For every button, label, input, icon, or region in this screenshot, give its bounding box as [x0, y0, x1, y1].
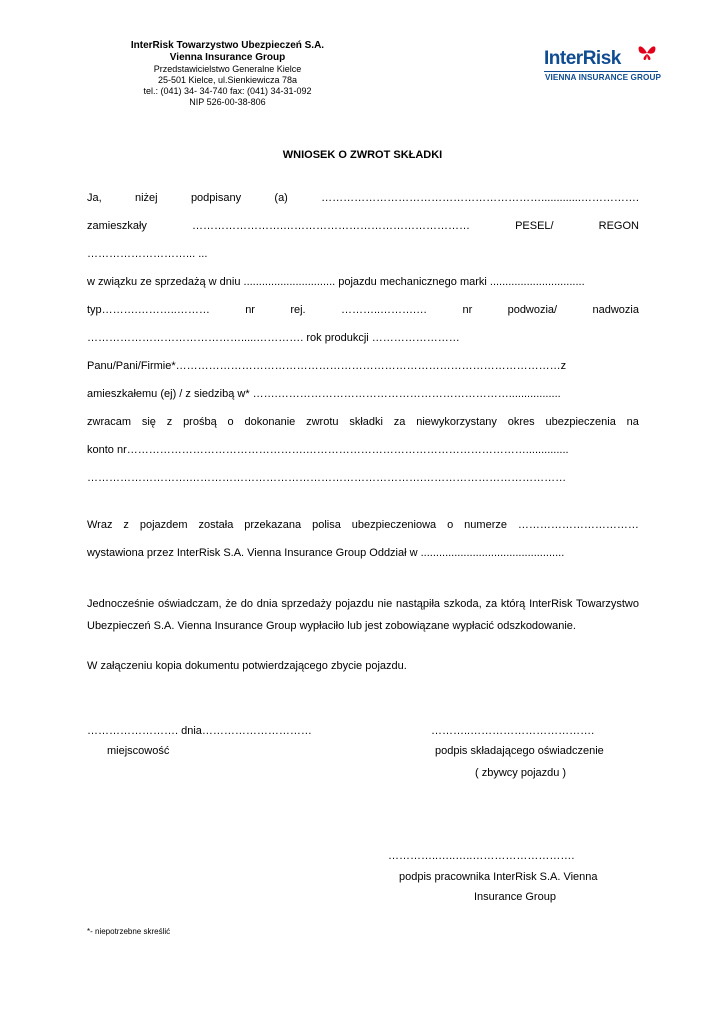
- policy-number-field[interactable]: ……………………………: [517, 519, 639, 531]
- word: o: [227, 416, 234, 428]
- company-group: Vienna Insurance Group: [169, 52, 286, 63]
- word: nr: [245, 304, 255, 316]
- employee-signature-field[interactable]: …………..…..…..……………………….: [388, 850, 575, 862]
- form-line-request: [87, 415, 639, 429]
- logo-inter: Inter: [544, 48, 583, 69]
- word: na: [626, 416, 639, 428]
- word: z: [166, 416, 173, 428]
- word: nr: [462, 304, 473, 316]
- policy-line: [87, 518, 639, 532]
- word: REGON: [598, 220, 639, 232]
- form-line-vehicle: [87, 303, 639, 317]
- word: (a): [274, 192, 288, 204]
- company-nip: NIP 526-00-38-806: [189, 97, 266, 107]
- footnote: *- niepotrzebne skreślić: [87, 927, 171, 936]
- word: Ja,: [87, 192, 102, 204]
- logo-risk: Risk: [582, 48, 621, 69]
- word: okres: [507, 416, 535, 428]
- logo-divider: [544, 71, 658, 72]
- place-label: miejscowość: [107, 745, 170, 757]
- word: składki: [349, 416, 383, 428]
- word: numerze: [464, 519, 507, 531]
- address-field[interactable]: …………………….……………………………………………: [191, 220, 471, 232]
- declarant-label: podpis składającego oświadczenie: [435, 745, 604, 757]
- office-address: 25-501 Kielce, ul.Sienkiewicza 78a: [157, 75, 298, 85]
- employee-label-cont: Insurance Group: [474, 891, 556, 903]
- word: podpisany: [190, 192, 242, 204]
- word: podwozia/: [507, 304, 558, 316]
- word: przekazana: [244, 519, 302, 531]
- word: zamieszkały: [87, 220, 147, 232]
- registration-field[interactable]: ………..……….…: [340, 304, 428, 316]
- account-number-field[interactable]: konto nr………………………………………….……………………………………………………..............: [87, 444, 569, 456]
- form-line-sale[interactable]: w związku ze sprzedażą w dniu .............................. pojazdu mechanicznego marki ...............................: [87, 276, 585, 288]
- word: zwrotu: [306, 416, 339, 428]
- word: się: [141, 416, 156, 428]
- place-date-field[interactable]: ……………………. dnia…………………………: [87, 725, 312, 737]
- declaration-paragraph: Jednocześnie oświadczam, że do dnia sprzedaży pojazdu nie nastąpiła szkoda, za którą InterRisk Towarzystwo Ubezpieczeń S.A. Vienna Insurance Group wypłaciło lub jest zobowiązane wypłacić odszkodowanie.: [87, 598, 639, 632]
- word: o: [447, 519, 454, 531]
- word: dokonanie: [244, 416, 296, 428]
- word: PESEL/: [515, 220, 554, 232]
- word: ubezpieczenia: [545, 416, 616, 428]
- attachment-note: W załączeniu kopia dokumentu potwierdzającego zbycie pojazdu.: [87, 660, 407, 672]
- pesel-field[interactable]: ………………………... ...: [87, 248, 208, 260]
- butterfly-icon: [636, 42, 658, 62]
- word: prośbą: [183, 416, 217, 428]
- page-title: WNIOSEK O ZWROT SKŁADKI: [282, 149, 443, 161]
- word: za: [393, 416, 406, 428]
- word: niżej: [135, 192, 158, 204]
- word: polisa: [312, 519, 341, 531]
- company-name: InterRisk Towarzystwo Ubezpieczeń S.A.: [130, 40, 325, 51]
- word: Wraz: [87, 519, 113, 531]
- employee-label: podpis pracownika InterRisk S.A. Vienna: [399, 871, 598, 883]
- word: z: [123, 519, 129, 531]
- word: została: [198, 519, 234, 531]
- office-name: Przedstawicielstwo Generalne Kielce: [153, 64, 302, 74]
- word: rej.: [290, 304, 306, 316]
- word: nadwozia: [592, 304, 639, 316]
- word: niewykorzystany: [416, 416, 497, 428]
- form-line-chassis-year[interactable]: …………………………………….....…………. rok produkcji ……………………: [87, 332, 460, 344]
- logo-wordmark: [544, 48, 621, 70]
- form-line-recipient[interactable]: Panu/Pani/Firmie*……………………………………………………………………………………………z: [87, 360, 567, 372]
- form-line-name: [87, 191, 639, 205]
- form-line-address: [87, 219, 639, 233]
- declarant-signature-field[interactable]: ………..…………………………….: [431, 725, 595, 737]
- account-number-continuation[interactable]: ……………………….……………………………………………………….…………………………………: [87, 472, 567, 484]
- policy-branch-line[interactable]: wystawiona przez InterRisk S.A. Vienna Insurance Group Oddział w ...............................................: [87, 547, 565, 559]
- interrisk-logo: [544, 42, 662, 86]
- declarant-sublabel: ( zbywcy pojazdu ): [475, 767, 567, 779]
- word: ubezpieczeniowa: [351, 519, 437, 531]
- form-line-residence[interactable]: amieszkałemu (ej) / z siedzibą w* …….……………………………………………………….................: [87, 388, 561, 400]
- word: pojazdem: [139, 519, 188, 531]
- word: zwracam: [87, 416, 132, 428]
- office-phone: tel.: (041) 34- 34-740 fax: (041) 34-31-092: [143, 86, 312, 96]
- logo-subtitle: VIENNA INSURANCE GROUP: [545, 73, 662, 82]
- name-field[interactable]: …………………………………………………….............…………….: [321, 192, 639, 204]
- type-field[interactable]: typ……….………..………: [87, 304, 210, 316]
- company-header: [110, 40, 345, 108]
